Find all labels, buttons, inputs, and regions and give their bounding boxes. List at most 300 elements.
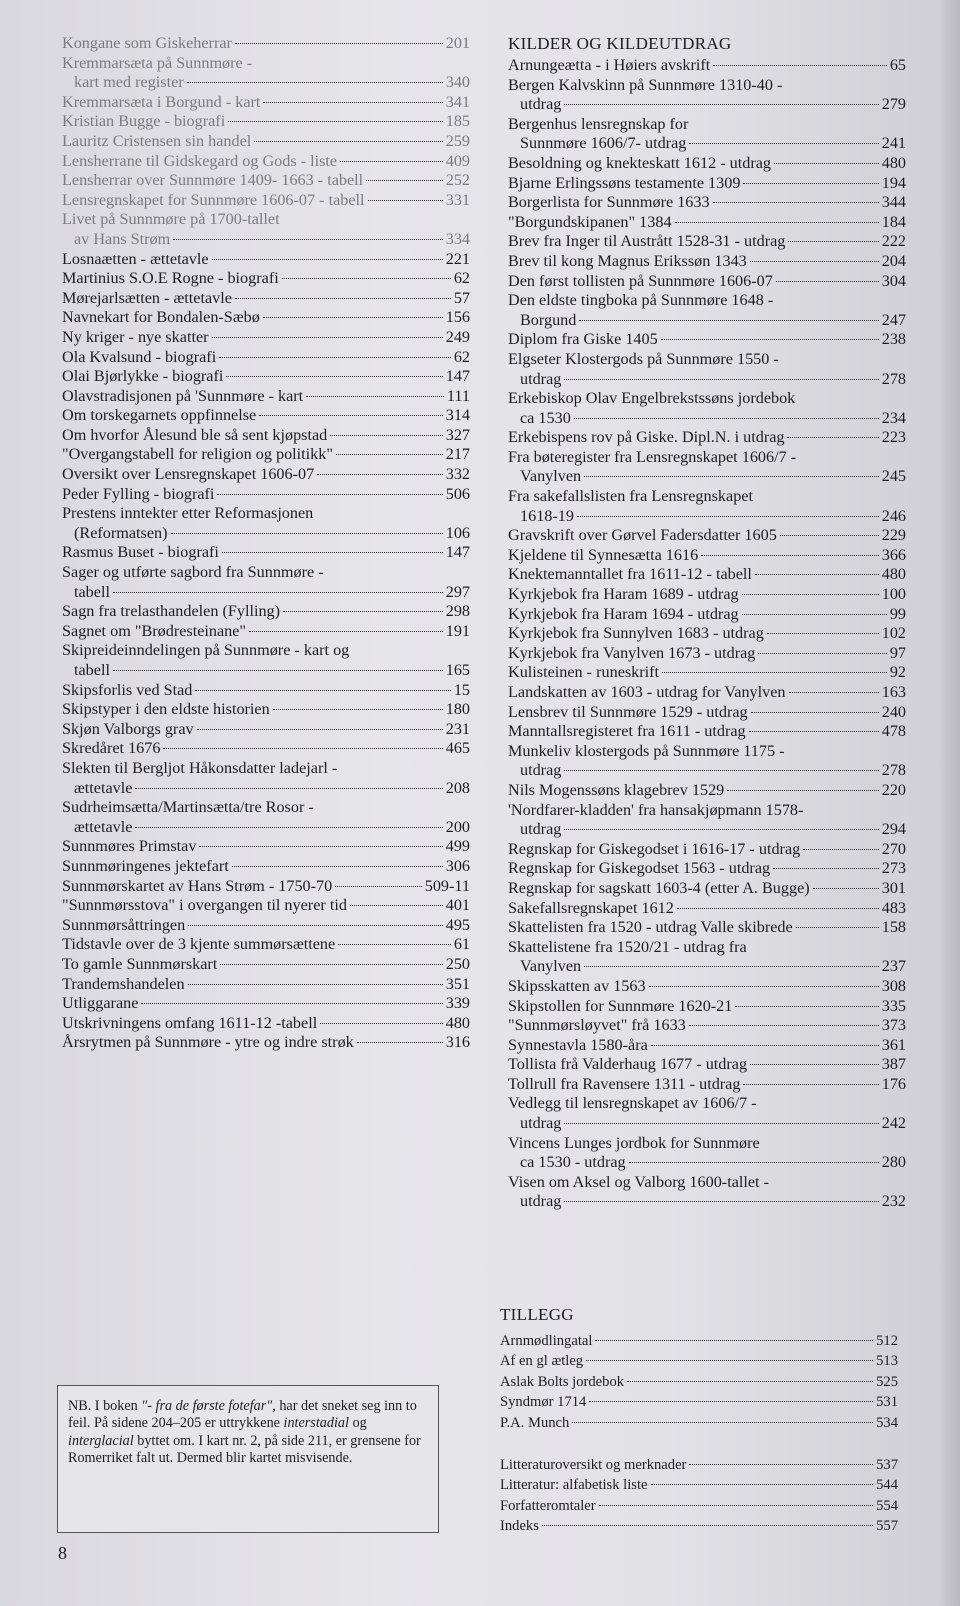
dot-leader	[564, 1123, 878, 1124]
dot-leader	[675, 222, 879, 223]
entry-line	[508, 56, 906, 76]
dot-leader	[564, 770, 878, 771]
entry-page: 495	[445, 915, 470, 934]
dot-leader	[788, 241, 878, 242]
entry-page: 252	[445, 171, 470, 190]
entry-line	[508, 154, 906, 174]
entry-title: Borgund	[520, 310, 577, 329]
entry-page: 99	[889, 604, 906, 623]
dot-leader	[758, 653, 886, 654]
dot-leader	[163, 748, 442, 749]
entry-title: Arnungeætta - i Høiers avskrift	[508, 56, 711, 74]
entry-page: 340	[445, 73, 470, 92]
entry-page: 240	[881, 702, 906, 721]
entry-page: 15	[453, 680, 470, 699]
entry-title: P.A. Munch	[500, 1414, 570, 1431]
entry-page: 297	[445, 582, 470, 601]
entry-title: Sunnmørsåttringen	[62, 915, 186, 934]
entry-title: (Reformatsen)	[74, 523, 168, 542]
entry-page: 294	[881, 820, 906, 839]
entry-page: 351	[445, 974, 470, 993]
dot-leader	[584, 966, 879, 967]
entry-line	[508, 507, 906, 527]
dot-leader	[212, 259, 443, 260]
entry-page: 250	[445, 954, 470, 973]
entry-line	[508, 272, 906, 292]
kilder-entry	[508, 742, 906, 781]
entry-title: Manntallsregisteret fra 1611 - utdrag	[508, 722, 746, 741]
dot-leader	[283, 611, 443, 612]
entry-line	[500, 1351, 898, 1371]
dot-leader	[649, 986, 879, 987]
dot-leader	[813, 888, 879, 889]
entry-page: 332	[445, 465, 470, 484]
dot-leader	[317, 474, 443, 475]
entry-title: Regnskap for sagskatt 1603-4 (etter A. Bugge)	[508, 878, 810, 897]
tillegg-entry	[500, 1331, 898, 1351]
entry-title: utdrag	[520, 820, 562, 839]
dot-leader	[662, 672, 887, 673]
entry-line	[508, 311, 906, 331]
entry-line	[62, 348, 470, 368]
kilder-entry	[508, 448, 906, 487]
kilder-entry	[508, 291, 906, 330]
dot-leader	[259, 415, 443, 416]
dot-leader	[197, 729, 443, 730]
entry-page: 537	[876, 1457, 898, 1474]
entry-title: Skredåret 1676	[62, 739, 161, 758]
note-term-1: interstadial	[283, 1415, 349, 1432]
entry-line	[500, 1455, 898, 1475]
entry-page: 499	[445, 837, 470, 856]
index-entry	[62, 191, 470, 211]
entry-page: 241	[881, 134, 906, 153]
tillegg-group-2	[500, 1455, 898, 1537]
entry-line	[62, 935, 470, 955]
dot-leader	[713, 65, 887, 66]
entry-line	[508, 193, 906, 213]
kilder-entry	[508, 350, 906, 389]
dot-leader	[222, 552, 443, 553]
dot-leader	[330, 435, 442, 436]
dot-leader	[338, 944, 451, 945]
dot-leader	[141, 1003, 442, 1004]
entry-line	[62, 426, 470, 446]
entry-title: "Sunnmørsstova" i overgangen til nyerer tid	[62, 896, 347, 915]
tillegg-section	[500, 1305, 898, 1537]
entry-page: 234	[881, 408, 906, 427]
entry-page: 270	[881, 839, 906, 858]
entry-line	[62, 465, 470, 485]
entry-title: Kjeldene til Synnesætta 1616	[508, 545, 699, 564]
section-heading-kilder: KILDER OG KILDEUTDRAG	[508, 34, 732, 53]
index-entry	[62, 426, 470, 446]
tillegg-entry	[500, 1455, 898, 1475]
entry-line	[500, 1331, 898, 1351]
entry-title: Kyrkjebok fra Haram 1689 - utdrag	[508, 585, 739, 604]
dot-leader	[226, 376, 442, 377]
entry-page: 156	[445, 308, 470, 327]
index-entry	[62, 1014, 470, 1034]
kilder-entry	[508, 781, 906, 801]
entry-title: Mørejarlsætten - ættetavle	[62, 288, 232, 307]
entry-title: Diplom fra Giske 1405	[508, 330, 658, 349]
dot-leader	[335, 886, 422, 887]
entry-page: 102	[881, 624, 906, 643]
dot-leader	[701, 555, 879, 556]
kilder-entry	[508, 546, 906, 566]
tillegg-entry	[500, 1496, 898, 1516]
index-entry	[62, 269, 470, 289]
entry-line	[62, 955, 470, 975]
note-term-2: interglacial	[68, 1432, 134, 1449]
dot-leader	[135, 827, 442, 828]
entry-line	[508, 781, 906, 801]
entry-page: 158	[881, 918, 906, 937]
kilder-entry	[508, 487, 906, 526]
kilder-entry	[508, 272, 906, 292]
entry-title: Bergen Kalvskinn på Sunnmøre 1310-40 -	[508, 75, 783, 94]
entry-page: 366	[881, 545, 906, 564]
entry-title: tabell	[74, 582, 110, 601]
entry-title: Skjøn Valborgs grav	[62, 719, 194, 738]
entry-page: 557	[876, 1518, 898, 1535]
dot-leader	[564, 379, 878, 380]
index-entry	[62, 250, 470, 270]
dot-leader	[689, 143, 878, 144]
entry-title: ættetavle	[74, 778, 133, 797]
kilder-entry	[508, 1055, 906, 1075]
tillegg-entry	[500, 1351, 898, 1371]
kilder-entry	[508, 213, 906, 233]
index-entry	[62, 857, 470, 877]
index-entry	[62, 759, 470, 798]
entry-title: Skattelisten fra 1520 - utdrag Valle skibrede	[508, 918, 793, 937]
entry-line	[508, 663, 906, 683]
entry-title: Skattelistene fra 1520/21 - utdrag fra	[508, 937, 747, 956]
entry-page: 341	[445, 92, 470, 111]
dot-leader	[689, 1464, 873, 1465]
entry-page: 278	[881, 761, 906, 780]
entry-page: 513	[876, 1353, 898, 1370]
dot-leader	[742, 614, 887, 615]
entry-line	[500, 1516, 898, 1536]
kilder-entry	[508, 899, 906, 919]
entry-line	[62, 720, 470, 740]
index-entry	[62, 289, 470, 309]
kilder-entry	[508, 526, 906, 546]
dot-leader	[113, 670, 443, 671]
kilder-entry	[508, 605, 906, 625]
entry-title: tabell	[74, 661, 110, 679]
entry-title: Kremmarsæta på Sunnmøre -	[62, 53, 253, 72]
entry-line	[508, 624, 906, 644]
entry-page: 509-11	[424, 876, 470, 895]
entry-title: 1618-19	[520, 506, 574, 525]
entry-title: Syndmør 1714	[500, 1394, 587, 1411]
entry-line	[62, 583, 470, 603]
entry-title: Tidstavle over de 3 kjente summørsættene	[62, 935, 336, 954]
index-entry	[62, 445, 470, 465]
tillegg-entry	[500, 1392, 898, 1412]
entry-page: 480	[445, 1013, 470, 1032]
index-entry	[62, 328, 470, 348]
entry-line	[508, 801, 906, 821]
entry-page: 231	[445, 719, 470, 738]
entry-line	[62, 759, 470, 779]
entry-line	[62, 73, 470, 93]
entry-page: 387	[881, 1055, 906, 1074]
entry-title: Kyrkjebok fra Haram 1694 - utdrag	[508, 604, 739, 623]
dot-leader	[572, 1422, 873, 1423]
kilder-entry	[508, 389, 906, 428]
entry-title: utdrag	[520, 95, 562, 114]
dot-leader	[171, 533, 443, 534]
tillegg-entry	[500, 1372, 898, 1392]
entry-page: 401	[445, 896, 470, 915]
kilder-entry	[508, 174, 906, 194]
entry-line	[62, 191, 470, 211]
entry-page: 246	[881, 506, 906, 525]
entry-title: utdrag	[520, 1192, 562, 1211]
entry-line	[62, 54, 470, 74]
entry-title: Om torskegarnets oppfinnelse	[62, 406, 257, 425]
entry-line	[62, 877, 470, 897]
entry-page: 222	[881, 232, 906, 251]
entry-title: Rasmus Buset - biografi	[62, 543, 219, 562]
index-entry	[62, 406, 470, 426]
dot-leader	[263, 317, 443, 318]
dot-leader	[743, 1084, 878, 1085]
entry-line	[508, 997, 906, 1017]
entry-line	[62, 387, 470, 407]
entry-page: 194	[881, 173, 906, 192]
entry-page: 61	[453, 935, 470, 954]
kilder-entry	[508, 330, 906, 350]
entry-title: kart med register	[74, 73, 184, 92]
entry-page: 147	[445, 367, 470, 386]
index-right-column	[508, 34, 906, 1212]
entry-page: 314	[445, 406, 470, 425]
entry-title: Kyrkjebok fra Vanylven 1673 - utdrag	[508, 643, 756, 662]
entry-line	[62, 641, 470, 661]
entry-page: 534	[876, 1414, 898, 1431]
entry-line	[62, 152, 470, 172]
entry-line	[508, 683, 906, 703]
entry-title: Lensherrar over Sunnmøre 1409- 1663 - tabell	[62, 171, 364, 190]
entry-title: Bjarne Erlingssøns testamente 1309	[508, 173, 741, 192]
tillegg-entry	[500, 1475, 898, 1495]
entry-line	[62, 171, 470, 191]
entry-page: 238	[881, 330, 906, 349]
kilder-entry	[508, 703, 906, 723]
entry-line	[500, 1475, 898, 1495]
dot-leader	[195, 690, 450, 691]
entry-page: 221	[445, 249, 470, 268]
entry-title: Sunnmøre 1606/7- utdrag	[520, 134, 687, 153]
tillegg-group-1	[500, 1331, 898, 1433]
entry-line	[508, 1114, 906, 1134]
entry-page: 531	[876, 1394, 898, 1411]
entry-title: Nils Mogenssøns klagebrev 1529	[508, 780, 725, 799]
entry-page: 176	[881, 1074, 906, 1093]
dot-leader	[789, 692, 879, 693]
entry-title: Olai Bjørlykke - biografi	[62, 367, 224, 386]
entry-line	[62, 34, 470, 54]
entry-line	[62, 916, 470, 936]
kilder-entry	[508, 840, 906, 860]
kilder-entry	[508, 663, 906, 683]
entry-line	[62, 661, 470, 681]
dot-leader	[306, 396, 444, 397]
entry-title: utdrag	[520, 761, 562, 780]
entry-title: Utliggarane	[62, 994, 139, 1013]
entry-line	[508, 918, 906, 938]
index-entry	[62, 93, 470, 113]
dot-leader	[173, 239, 443, 240]
entry-title: Synnestavla 1580-åra	[508, 1035, 648, 1054]
entry-title: Vedlegg til lensregnskapet av 1606/7 -	[508, 1094, 757, 1113]
dot-leader	[336, 454, 443, 455]
section-heading-tillegg: TILLEGG	[500, 1305, 574, 1324]
entry-line	[508, 565, 906, 585]
index-entry	[62, 798, 470, 837]
kilder-entry	[508, 585, 906, 605]
dot-leader	[750, 1064, 879, 1065]
entry-line	[508, 585, 906, 605]
kilder-entry	[508, 801, 906, 840]
entry-page: 223	[881, 428, 906, 447]
dot-leader	[677, 908, 879, 909]
entry-title: Kyrkjebok fra Sunnylven 1683 - utdrag	[508, 624, 764, 643]
entry-line	[62, 112, 470, 132]
entry-title: Utskrivningens omfang 1611-12 -tabell	[62, 1013, 318, 1032]
entry-line	[508, 742, 906, 762]
entry-page: 298	[445, 602, 470, 621]
dot-leader	[217, 494, 442, 495]
entry-page: 232	[881, 1192, 906, 1211]
index-entry	[62, 602, 470, 622]
index-entry	[62, 387, 470, 407]
entry-line	[62, 622, 470, 642]
entry-page: 57	[453, 288, 470, 307]
entry-line	[508, 409, 906, 429]
entry-line	[62, 896, 470, 916]
index-entry	[62, 348, 470, 368]
entry-title: "Overgangstabell for religion og politikk"	[62, 445, 333, 464]
entry-title: Af en gl ætleg	[500, 1353, 584, 1370]
entry-page: 111	[446, 386, 470, 405]
dot-leader	[584, 476, 879, 477]
entry-title: ættetavle	[74, 817, 133, 836]
entry-title: Ola Kvalsund - biografi	[62, 347, 217, 366]
entry-line	[508, 1192, 906, 1212]
dot-leader	[199, 846, 442, 847]
entry-line	[62, 289, 470, 309]
entry-title: Peder Fylling - biografi	[62, 484, 215, 503]
entry-title: Knektemanntallet fra 1611-12 - tabell	[508, 565, 752, 584]
entry-page: 220	[881, 780, 906, 799]
entry-line	[62, 445, 470, 465]
entry-line	[508, 840, 906, 860]
entry-title: Lensbrev til Sunnmøre 1529 - utdrag	[508, 702, 748, 721]
entry-page: 409	[445, 151, 470, 170]
dot-leader	[273, 709, 443, 710]
dot-leader	[574, 418, 879, 419]
entry-title: av Hans Strøm	[74, 229, 171, 248]
kilder-entry	[508, 1094, 906, 1133]
entry-line	[508, 487, 906, 507]
entry-title: ca 1530 - utdrag	[520, 1153, 626, 1172]
dot-leader	[651, 1045, 879, 1046]
entry-page: 344	[881, 193, 906, 212]
entry-title: Den eldste tingboka på Sunnmøre 1648 -	[508, 291, 774, 310]
entry-title: Den først tollisten på Sunnmøre 1606-07	[508, 271, 773, 290]
entry-page: 525	[876, 1373, 898, 1390]
entry-line	[508, 1036, 906, 1056]
entry-title: Brev til kong Magnus Erikssøn 1343	[508, 251, 747, 270]
entry-page: 165	[445, 661, 470, 679]
dot-leader	[357, 1042, 443, 1043]
note-book-title: "- fra de første fotefar"	[141, 1398, 273, 1414]
index-entry	[62, 700, 470, 720]
kilder-entry	[508, 918, 906, 938]
note-prefix: NB. I boken	[68, 1398, 142, 1414]
dot-leader	[282, 278, 451, 279]
entry-title: Regnskap for Giskegodset i 1616-17 - utdrag	[508, 839, 801, 858]
entry-title: Gravskrift over Gørvel Fadersdatter 1605	[508, 526, 777, 545]
kilder-entry	[508, 977, 906, 997]
entry-line	[508, 703, 906, 723]
entry-line	[62, 1014, 470, 1034]
entry-title: Olavstradisjonen på 'Sunnmøre - kart	[62, 386, 304, 405]
entry-page: 339	[445, 994, 470, 1013]
entry-title: Bergenhus lensregnskap for	[508, 114, 689, 133]
index-entry	[62, 210, 470, 249]
entry-title: Sagn fra trelasthandelen (Fylling)	[62, 602, 281, 621]
entry-line	[508, 1016, 906, 1036]
dot-leader	[368, 200, 443, 201]
entry-title: Fra bøteregister fra Lensregnskapet 1606/7 -	[508, 447, 797, 466]
entry-title: ca 1530	[520, 408, 571, 427]
entry-title: Lensregnskapet for Sunnmøre 1606-07 - tabell	[62, 190, 365, 209]
entry-line	[508, 1055, 906, 1075]
entry-line	[508, 232, 906, 252]
dot-leader	[350, 905, 443, 906]
entry-page: 92	[889, 663, 906, 682]
dot-leader	[113, 592, 443, 593]
entry-line	[508, 213, 906, 233]
entry-line	[508, 899, 906, 919]
index-entry	[62, 837, 470, 857]
entry-line	[62, 818, 470, 838]
entry-title: Kristian Bugge - biografi	[62, 112, 226, 131]
entry-title: Skipreideinndelingen på Sunnmøre - kart og	[62, 641, 350, 660]
entry-page: 147	[445, 543, 470, 562]
entry-line	[508, 859, 906, 879]
entry-title: Ny kriger - nye skatter	[62, 327, 209, 346]
entry-title: Skipsskatten av 1563	[508, 976, 646, 995]
index-entry	[62, 465, 470, 485]
dot-leader	[627, 1381, 873, 1382]
dot-leader	[689, 1025, 879, 1026]
dot-leader	[577, 516, 879, 517]
page-number: 8	[58, 1543, 67, 1563]
entry-line	[500, 1496, 898, 1516]
index-left-column	[62, 34, 470, 1053]
index-entry	[62, 367, 470, 387]
entry-title: Tollrull fra Ravensere 1311 - utdrag	[508, 1074, 741, 1093]
